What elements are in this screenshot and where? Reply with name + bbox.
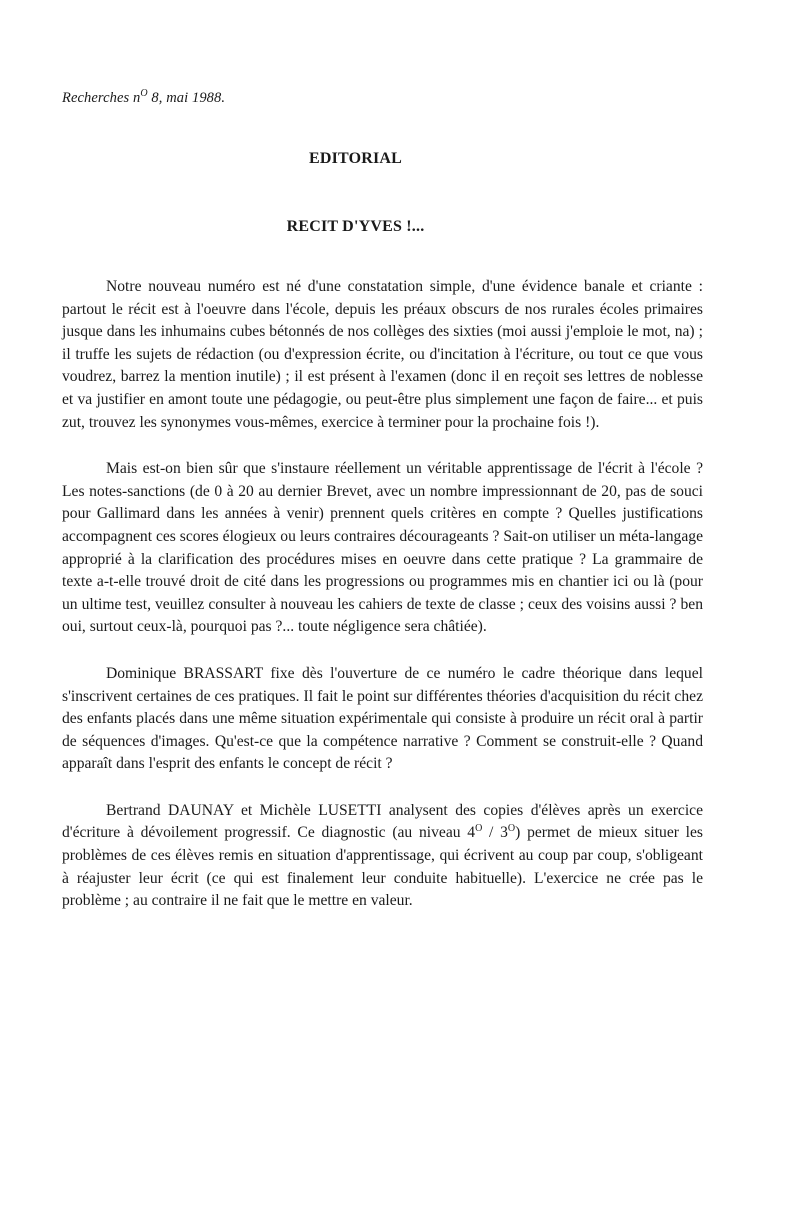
journal-ref-superscript: O bbox=[140, 88, 148, 100]
journal-ref-text: Recherches n bbox=[62, 90, 141, 106]
journal-ref-date: 8, mai 1988. bbox=[147, 90, 226, 106]
article-title: RECIT D'YVES !... bbox=[286, 218, 425, 235]
grade-superscript-1: O bbox=[475, 823, 483, 835]
paragraph-3: Dominique BRASSART fixe dès l'ouverture de ce numéro le cadre théorique dans lequel s'inscrivent certaines de ces pratiques. Il fait le point sur différentes théories d'acquisition du récit chez des enfants placés dans une même situation expérimentale qui consiste à produire un récit oral à partir de séquences d'images. Qu'est-ce que la compétence narrative ? Comment se construit-elle ? Quand apparaît dans l'esprit des enfants le concept de récit ? bbox=[62, 664, 703, 773]
grade-superscript-2: O bbox=[507, 823, 516, 835]
section-title: EDITORIAL bbox=[308, 150, 403, 167]
journal-reference bbox=[62, 90, 225, 107]
article-body bbox=[62, 276, 703, 937]
paragraph-4-text-a: Bertrand DAUNAY et Michèle LUSETTI analysent des copies d'élèves après un exercice d'écriture à dévoilement progressif. Ce diagnostic (au niveau 4 bbox=[62, 801, 703, 842]
paragraph-4 bbox=[62, 800, 703, 913]
paragraph-4-text-b: / 3 bbox=[482, 824, 508, 842]
paragraph-2: Mais est-on bien sûr que s'instaure réellement un véritable apprentissage de l'écrit à l'école ? Les notes-sanctions (de 0 à 20 au dernier Brevet, avec un nombre impressionnant de 20, pas de souci pour Gallimard dans les années à venir) prennent quels critères en compte ? Quelles justifications accompagnent ces scores élogieux ou leurs contraires décourageants ? Sait-on utiliser un méta-langage approprié à la clarification des procédures mises en oeuvre dans cette pratique ? La grammaire de texte a-t-elle trouvé droit de cité dans les progressions ou programmes mis en chantier ici ou là (pour un ultime test, veuillez consulter à nouveau les cahiers de texte de classe ; ceux des voisins aussi ? ben oui, surtout ceux-là, pourquoi pas ?... toute négligence sera châtiée). bbox=[62, 460, 703, 636]
paragraph-4-text-c: ) permet de mieux situer les problèmes de ces élèves remis en situation d'apprentissage, qui écrivent au coup par coup, s'obligeant à réajuster leur écrit (ce qui est finalement leur conduite habituelle). L'exercice ne crée pas le problème ; au contraire il ne fait que le mettre en valeur. bbox=[62, 824, 703, 910]
paragraph-1: Notre nouveau numéro est né d'une constatation simple, d'une évidence banale et criante : partout le récit est à l'oeuvre dans l'école, depuis les préaux obscurs de nos rurales écoles primaires jusque dans les inhumains cubes bétonnés de nos collèges des sixties (moi aussi j'emploie le mot, na) ; il truffe les sujets de rédaction (ou d'expression écrite, ou d'incitation à l'écriture, ou tout ce que vous voudrez, barrez la mention inutile) ; il est présent à l'examen (donc il en reçoit ses lettres de noblesse et va justifier en amont toute une pédagogie, ou peut-être plus simplement une façon de faire... et puis zut, trouvez les synonymes vous-mêmes, exercice à terminer pour la prochaine fois !). bbox=[62, 278, 703, 431]
